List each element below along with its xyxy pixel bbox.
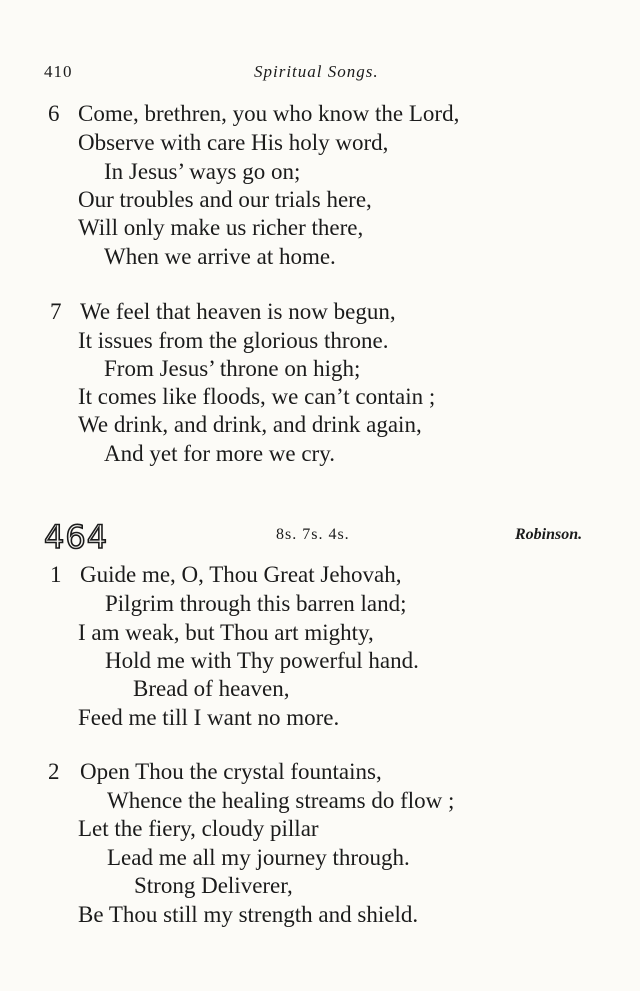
stanza-line: Lead me all my journey through. [107, 845, 410, 870]
stanza-number: 2 [48, 759, 60, 784]
stanza-line: Feed me till I want no more. [78, 705, 340, 730]
stanza-line: Let the fiery, cloudy pillar [78, 816, 319, 841]
stanza-line: We drink, and drink, and drink again, [78, 412, 422, 437]
stanza-line: And yet for more we cry. [104, 441, 335, 466]
stanza-line: In Jesus’ ways go on; [104, 159, 301, 184]
page-header [44, 62, 596, 86]
stanza-line: Bread of heaven, [133, 676, 290, 701]
stanza-number: 1 [50, 562, 62, 587]
stanza-line: From Jesus’ throne on high; [104, 356, 361, 381]
stanza-line: Be Thou still my strength and shield. [78, 902, 419, 927]
page-number: 410 [44, 62, 73, 81]
stanza-number: 6 [48, 101, 60, 126]
stanza-line: It comes like floods, we can’t contain ; [78, 384, 436, 409]
stanza-line: Pilgrim through this barren land; [105, 591, 407, 616]
stanza-line: Our troubles and our trials here, [78, 187, 372, 212]
stanza-line: Whence the healing streams do flow ; [107, 788, 455, 813]
stanza-line: We feel that heaven is now begun, [80, 299, 396, 324]
stanza-line: Observe with care His holy word, [78, 130, 389, 155]
stanza-line: Open Thou the crystal fountains, [80, 759, 382, 784]
running-title: Spiritual Songs. [254, 62, 379, 81]
hymn-tune: Robinson. [515, 526, 583, 543]
stanza-line: Guide me, O, Thou Great Jehovah, [80, 562, 402, 587]
stanza-line: I am weak, but Thou art mighty, [78, 620, 374, 645]
stanza-number: 7 [50, 299, 62, 324]
stanza-line: Hold me with Thy powerful hand. [105, 648, 419, 673]
stanza-line: Strong Deliverer, [134, 873, 293, 898]
stanza-line: When we arrive at home. [104, 244, 336, 269]
hymn-number: 464 [44, 518, 109, 556]
hymn-meter: 8s. 7s. 4s. [276, 526, 350, 543]
stanza-line: It issues from the glorious throne. [78, 328, 389, 353]
stanza-line: Come, brethren, you who know the Lord, [78, 101, 460, 126]
stanza-line: Will only make us richer there, [78, 215, 364, 240]
